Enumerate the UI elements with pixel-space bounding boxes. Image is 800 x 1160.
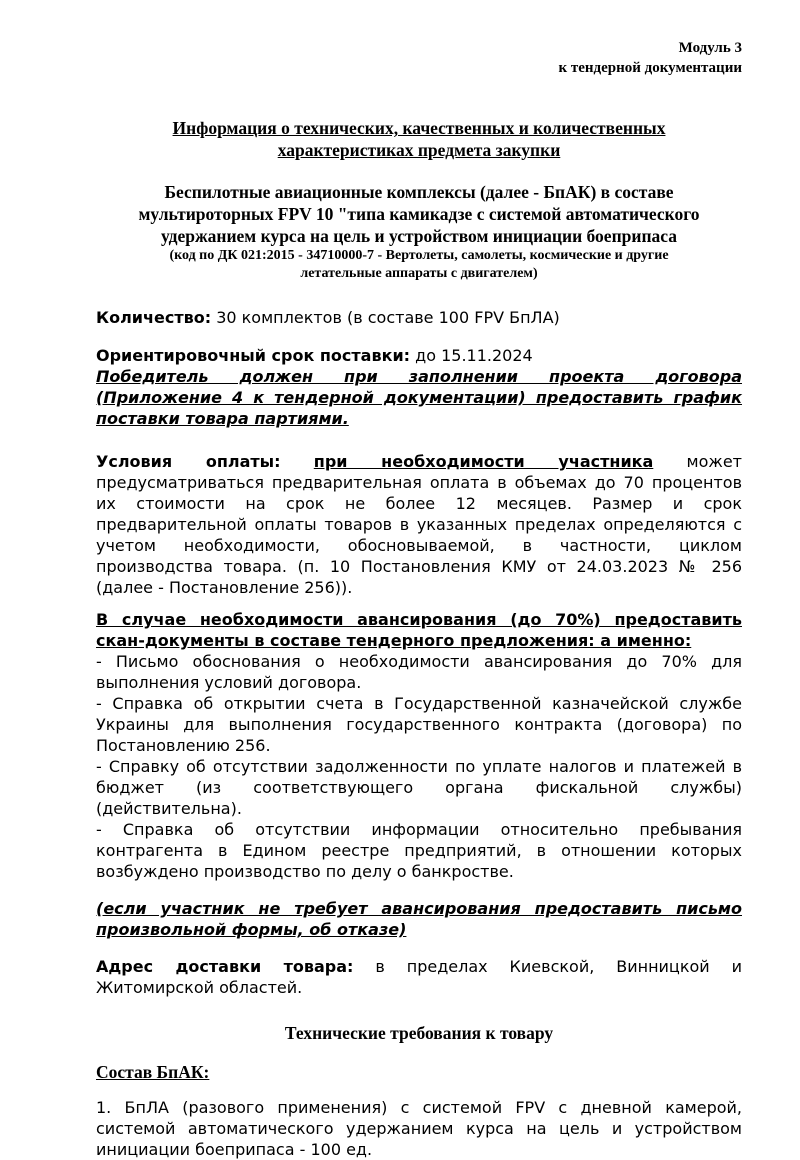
tender-doc-reference: к тендерной документации bbox=[558, 60, 742, 76]
payment-text: может предусматриваться предварительная оплата в объемах до 70 процентов их стоимости на срок не более 12 месяцев. Размер и срок предварительной оплаты товаров в указанных пределах определяются с учетом необходимости, обосновываемой, в частности, циклом производства товара. (п. 10 Постановления КМУ от 24.03.2023 № 256 (далее - Постановление 256)). bbox=[96, 452, 742, 597]
payment-paragraph bbox=[96, 451, 742, 598]
document-page bbox=[96, 38, 742, 1160]
payment-label: Условия оплаты: bbox=[96, 452, 281, 471]
advance-heading: В случае необходимости авансирования (до 70%) предоставить скан-документы в составе тендерного предложения: а именно: bbox=[96, 610, 742, 650]
subject-line-2: мультироторных FPV 10 "типа камикадзе с системой автоматического bbox=[138, 204, 700, 224]
delivery-term-label: Ориентировочный срок поставки: bbox=[96, 346, 411, 365]
advance-item-3: - Справку об отсутствии задолженности по уплате налогов и платежей в бюджет (из соответствующего органа фискальной службы) (действительна). bbox=[96, 757, 742, 818]
title-line-1: Информация о технических, качественных и количественных bbox=[172, 118, 666, 138]
address-label: Адрес доставки товара: bbox=[96, 957, 354, 976]
address-value: в пределах Киевской, Винницкой и Житомирской областей. bbox=[96, 957, 743, 997]
module-label: Модуль 3 bbox=[678, 40, 742, 56]
quantity-value: 30 комплектов (в составе 100 FPV БпЛА) bbox=[211, 308, 560, 327]
document-title bbox=[96, 117, 742, 161]
delivery-term-paragraph bbox=[96, 345, 742, 366]
advance-item-4: - Справка об отсутствии информации относительно пребывания контрагента в Едином реестре предприятий, в отношении которых возбуждено производство по делу о банкростве. bbox=[96, 820, 742, 881]
delivery-term-value: до 15.11.2024 bbox=[410, 346, 533, 365]
quantity-label: Количество: bbox=[96, 308, 212, 327]
title-line-2: характеристиках предмета закупки bbox=[277, 140, 561, 160]
delivery-schedule-note: Победитель должен при заполнении проекта договора (Приложение 4 к тендерной документации) предоставить график поставки товара партиями. bbox=[96, 367, 742, 428]
subject-block bbox=[96, 181, 742, 283]
subject-line-3: удержанием курса на цель и устройством инициации боеприпаса bbox=[160, 226, 678, 246]
advance-item-2: - Справка об открытии счета в Государственной казначейской службе Украины для выполнения государственного контракта (договора) по Постановлению 256. bbox=[96, 694, 742, 755]
payment-condition: при необходимости участника bbox=[313, 452, 654, 471]
subject-code-line-1: (код по ДК 021:2015 - 34710000-7 - Вертолеты, самолеты, космические и другие bbox=[169, 248, 669, 263]
subject-code-line-2: летательные аппараты с двигателем) bbox=[300, 266, 538, 281]
quantity-paragraph bbox=[96, 307, 742, 328]
composition-heading: Состав БпАК: bbox=[96, 1062, 210, 1082]
address-paragraph bbox=[96, 956, 742, 998]
composition-item-1: 1. БпЛА (разового применения) с системой FPV с дневной камерой, системой автоматического удержанием курса на цель и устройством инициации боеприпаса - 100 ед. bbox=[96, 1098, 742, 1159]
tech-requirements-heading: Технические требования к товару bbox=[284, 1023, 554, 1043]
advance-item-1: - Письмо обоснования о необходимости авансирования до 70% для выполнения условий договора. bbox=[96, 652, 742, 692]
subject-line-1: Беспилотные авиационные комплексы (далее - БпАК) в составе bbox=[164, 182, 674, 202]
advance-refusal-note: (если участник не требует авансирования предоставить письмо произвольной формы, об отказе) bbox=[96, 899, 742, 939]
